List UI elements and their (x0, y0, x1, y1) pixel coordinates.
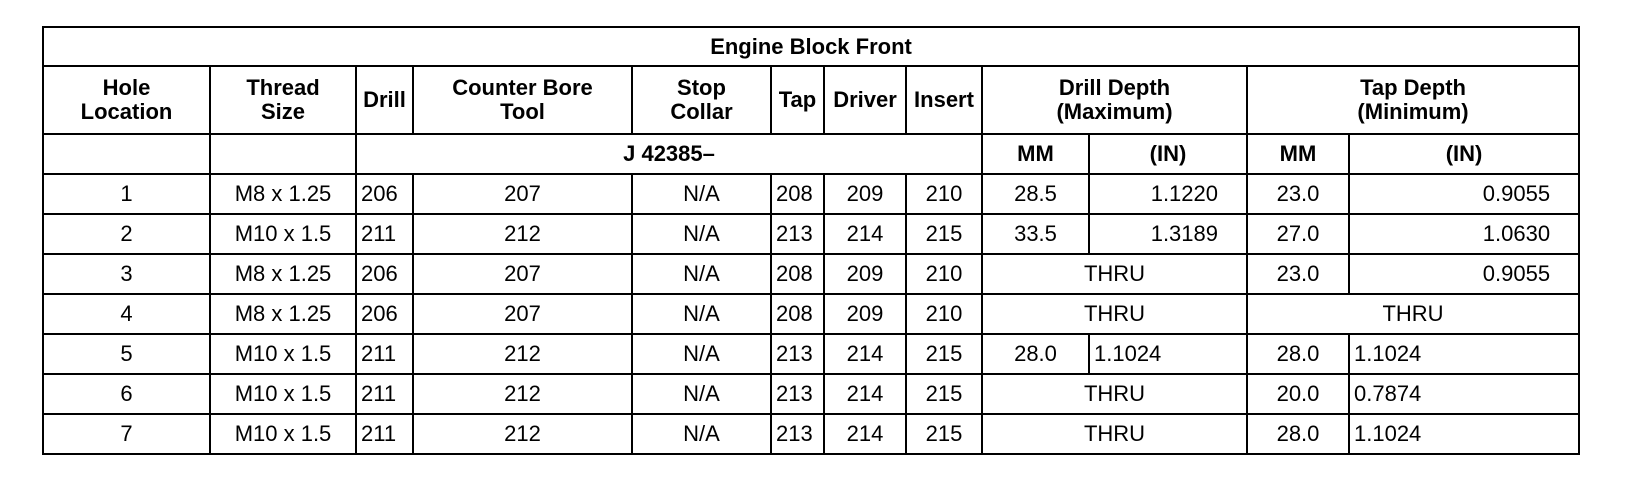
cell-stop-collar: N/A (632, 414, 771, 454)
cell-drill-depth-thru: THRU (982, 414, 1247, 454)
cell-driver: 214 (824, 374, 906, 414)
cell-insert: 210 (906, 254, 982, 294)
cell-drill-depth-in: 1.1220 (1089, 174, 1247, 214)
cell-tap: 213 (771, 334, 824, 374)
cell-driver: 214 (824, 414, 906, 454)
cell-drill-depth-in: 1.1024 (1089, 334, 1247, 374)
header-drill-depth: Drill Depth (Maximum) (982, 66, 1247, 134)
cell-hole-location: 1 (43, 174, 210, 214)
cell-tap-depth-in: 1.0630 (1349, 214, 1579, 254)
cell-insert: 210 (906, 294, 982, 334)
header-stop-collar: Stop Collar (632, 66, 771, 134)
cell-tap: 208 (771, 254, 824, 294)
cell-hole-location: 6 (43, 374, 210, 414)
cell-drill-depth-mm: 33.5 (982, 214, 1089, 254)
cell-insert: 215 (906, 214, 982, 254)
cell-tap-depth-mm: 28.0 (1247, 334, 1349, 374)
table-row (43, 214, 1579, 254)
cell-stop-collar: N/A (632, 334, 771, 374)
cell-tap-depth-thru: THRU (1247, 294, 1579, 334)
unit-drill-mm: MM (982, 134, 1089, 174)
cell-drill: 206 (356, 174, 413, 214)
header-thread-size: Thread Size (210, 66, 356, 134)
cell-tap-depth-in: 0.9055 (1349, 174, 1579, 214)
cell-driver: 214 (824, 214, 906, 254)
cell-driver: 209 (824, 254, 906, 294)
cell-stop-collar: N/A (632, 294, 771, 334)
header-drill: Drill (356, 66, 413, 134)
cell-thread-size: M8 x 1.25 (210, 294, 356, 334)
cell-drill: 211 (356, 374, 413, 414)
cell-tap: 208 (771, 294, 824, 334)
unit-tap-in: (IN) (1349, 134, 1579, 174)
cell-tap: 208 (771, 174, 824, 214)
table-row (43, 294, 1579, 334)
cell-tap-depth-in: 1.1024 (1349, 334, 1579, 374)
cell-counter-bore-tool: 212 (413, 334, 632, 374)
cell-drill-depth-thru: THRU (982, 374, 1247, 414)
cell-counter-bore-tool: 207 (413, 174, 632, 214)
cell-drill: 206 (356, 254, 413, 294)
table-title: Engine Block Front (43, 27, 1579, 66)
cell-tap-depth-in: 1.1024 (1349, 414, 1579, 454)
cell-tap-depth-in: 0.7874 (1349, 374, 1579, 414)
cell-tap-depth-mm: 23.0 (1247, 254, 1349, 294)
cell-drill-depth-mm: 28.0 (982, 334, 1089, 374)
cell-insert: 215 (906, 374, 982, 414)
cell-insert: 210 (906, 174, 982, 214)
cell-hole-location: 2 (43, 214, 210, 254)
cell-thread-size: M10 x 1.5 (210, 374, 356, 414)
cell-stop-collar: N/A (632, 374, 771, 414)
cell-hole-location: 4 (43, 294, 210, 334)
tool-prefix: J 42385– (356, 134, 982, 174)
cell-drill-depth-thru: THRU (982, 294, 1247, 334)
unit-tap-mm: MM (1247, 134, 1349, 174)
header-tap: Tap (771, 66, 824, 134)
cell-hole-location: 5 (43, 334, 210, 374)
cell-stop-collar: N/A (632, 254, 771, 294)
cell-drill: 211 (356, 414, 413, 454)
cell-thread-size: M10 x 1.5 (210, 214, 356, 254)
header-tap-depth: Tap Depth (Minimum) (1247, 66, 1579, 134)
table-row (43, 174, 1579, 214)
cell-counter-bore-tool: 212 (413, 374, 632, 414)
cell-drill: 211 (356, 334, 413, 374)
cell-tap-depth-mm: 23.0 (1247, 174, 1349, 214)
cell-stop-collar: N/A (632, 174, 771, 214)
header-counter-bore-tool: Counter Bore Tool (413, 66, 632, 134)
cell-insert: 215 (906, 334, 982, 374)
cell-tap: 213 (771, 374, 824, 414)
subheader-empty (210, 134, 356, 174)
cell-counter-bore-tool: 212 (413, 414, 632, 454)
cell-hole-location: 7 (43, 414, 210, 454)
cell-tap-depth-in: 0.9055 (1349, 254, 1579, 294)
cell-driver: 214 (824, 334, 906, 374)
table-row (43, 374, 1579, 414)
cell-thread-size: M8 x 1.25 (210, 174, 356, 214)
header-hole-location: Hole Location (43, 66, 210, 134)
cell-tap: 213 (771, 214, 824, 254)
cell-driver: 209 (824, 294, 906, 334)
header-insert: Insert (906, 66, 982, 134)
cell-drill-depth-thru: THRU (982, 254, 1247, 294)
table-row (43, 254, 1579, 294)
subheader-empty (43, 134, 210, 174)
cell-counter-bore-tool: 207 (413, 254, 632, 294)
cell-tap-depth-mm: 27.0 (1247, 214, 1349, 254)
table-row (43, 334, 1579, 374)
cell-tap: 213 (771, 414, 824, 454)
cell-thread-size: M10 x 1.5 (210, 414, 356, 454)
cell-stop-collar: N/A (632, 214, 771, 254)
table-row (43, 414, 1579, 454)
cell-insert: 215 (906, 414, 982, 454)
engine-block-front-table (42, 26, 1580, 455)
cell-tap-depth-mm: 28.0 (1247, 414, 1349, 454)
header-driver: Driver (824, 66, 906, 134)
cell-thread-size: M10 x 1.5 (210, 334, 356, 374)
unit-drill-in: (IN) (1089, 134, 1247, 174)
cell-hole-location: 3 (43, 254, 210, 294)
cell-drill-depth-in: 1.3189 (1089, 214, 1247, 254)
cell-drill: 206 (356, 294, 413, 334)
cell-driver: 209 (824, 174, 906, 214)
cell-counter-bore-tool: 212 (413, 214, 632, 254)
cell-drill-depth-mm: 28.5 (982, 174, 1089, 214)
cell-thread-size: M8 x 1.25 (210, 254, 356, 294)
cell-counter-bore-tool: 207 (413, 294, 632, 334)
cell-tap-depth-mm: 20.0 (1247, 374, 1349, 414)
cell-drill: 211 (356, 214, 413, 254)
